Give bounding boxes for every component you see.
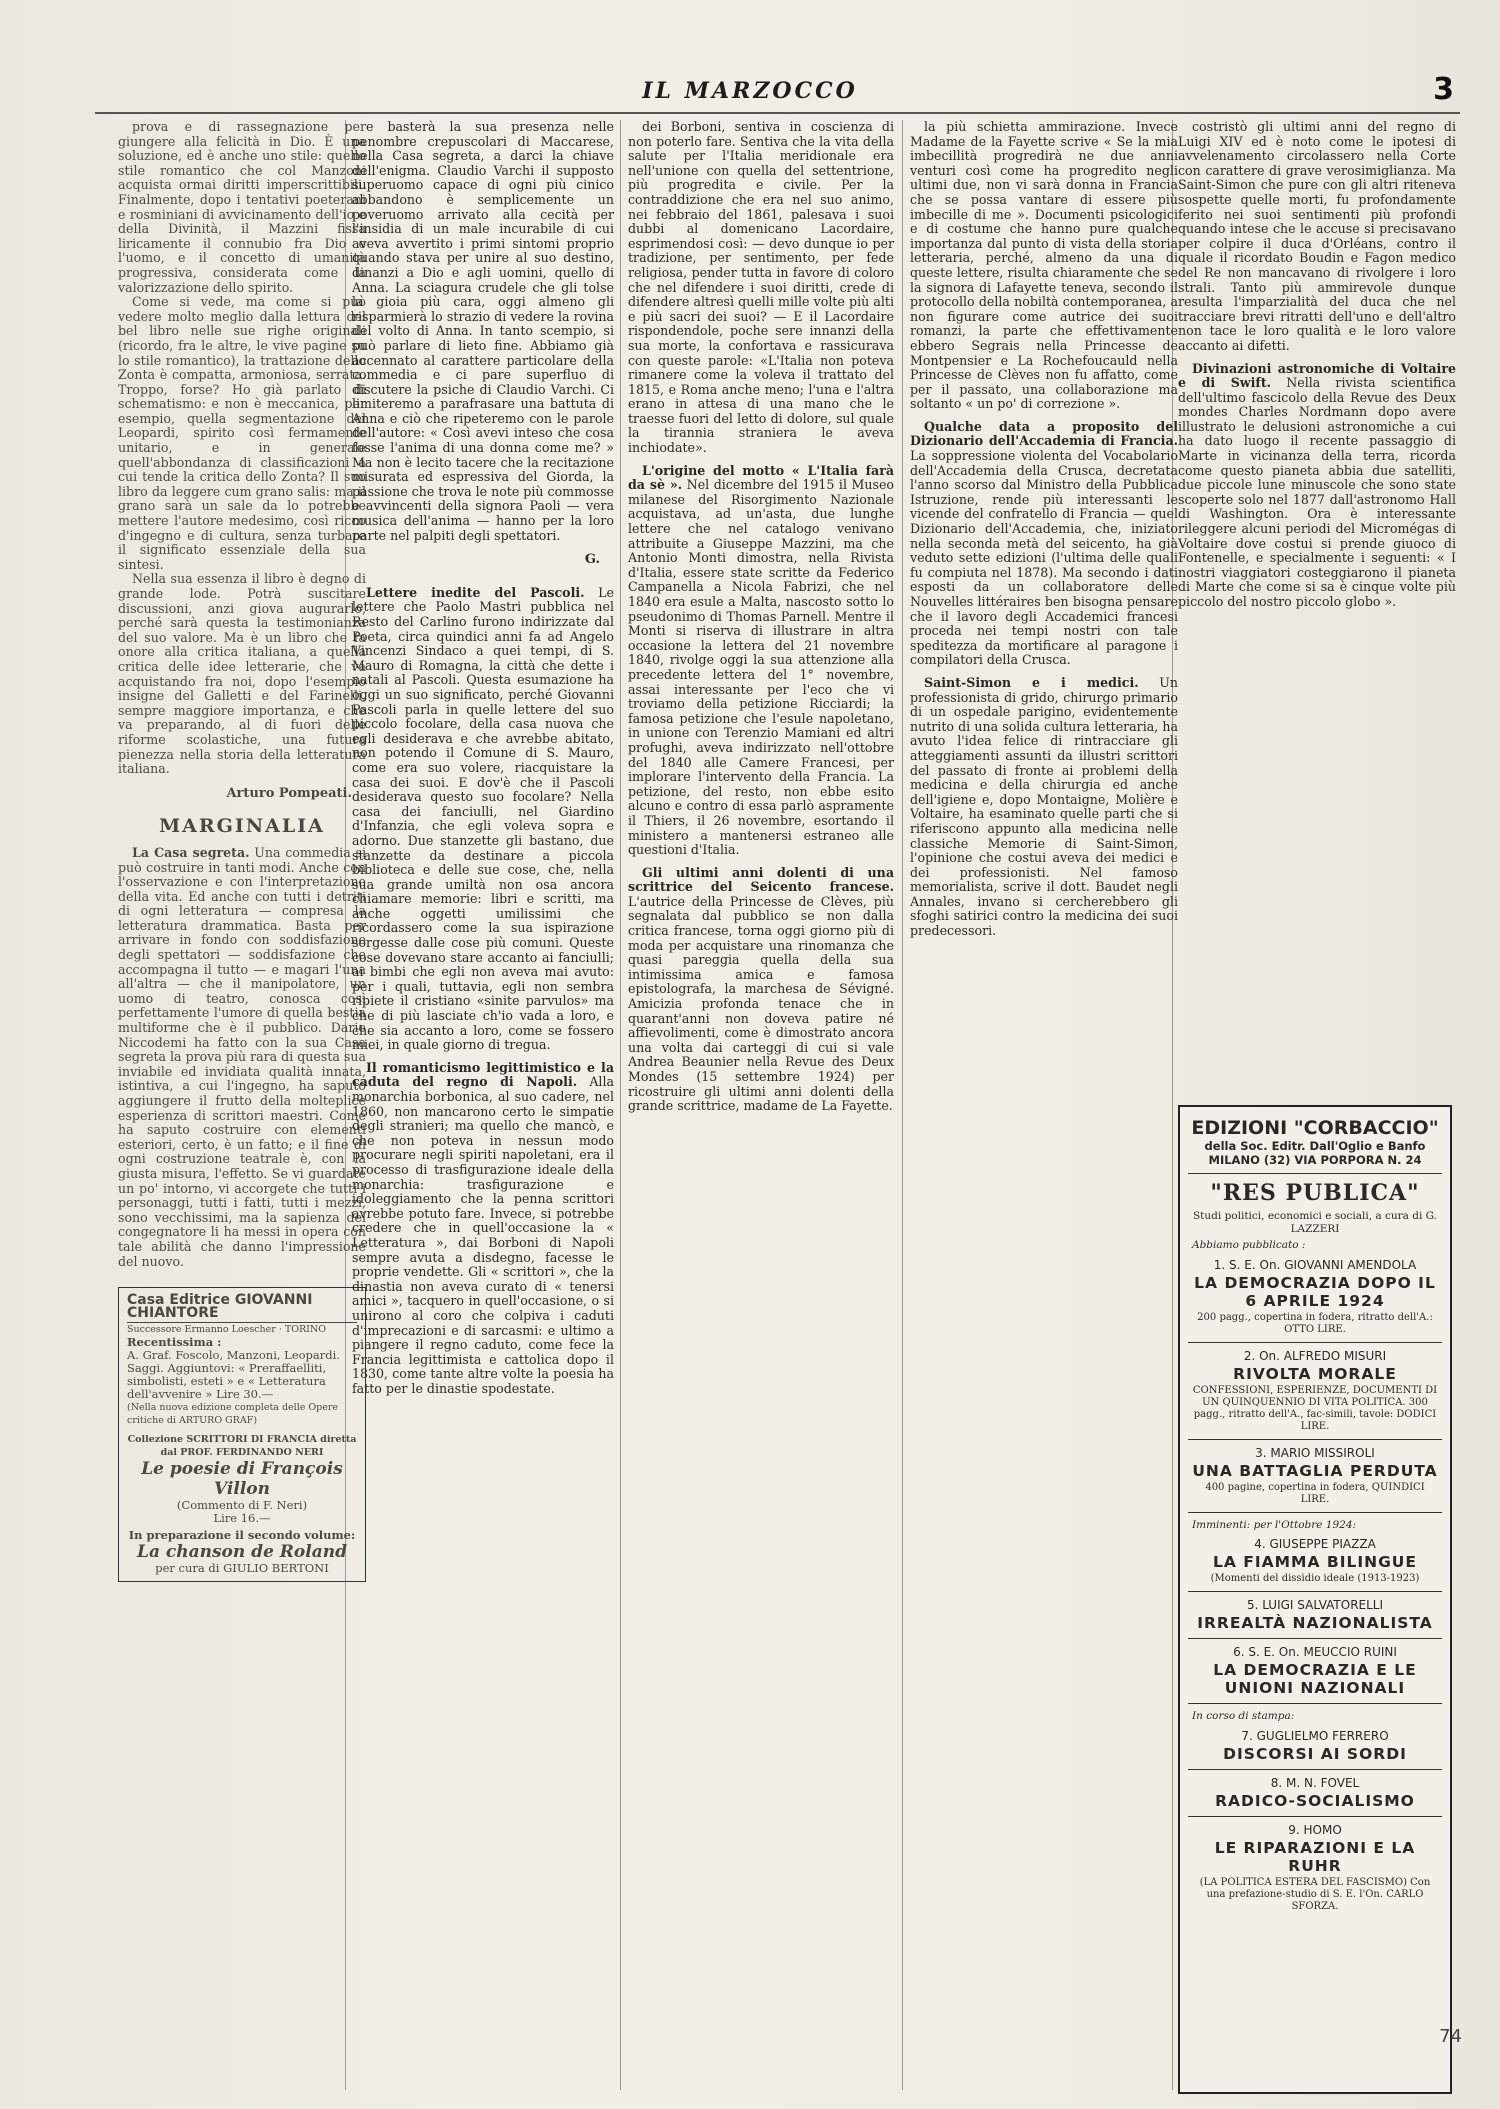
book-author: 8. M. N. FOVEL (1270, 1775, 1360, 1790)
book-author: 1. S. E. On. GIOVANNI AMENDOLA (1213, 1257, 1417, 1272)
ad-coming-author: per cura di GIULIO BERTONI (155, 1561, 329, 1576)
marginalia-text: Un professionista di grido, chirurgo primario di un ospedale parigino, evidentemente nutrito di una solida cultura letteraria, ha avuto l'idea felice di rintracciare gli atteggiamenti assunti da illustri scrittori del passato di fronte ai problemi della medicina e della chirurgia ed anche dell'igiene e, dopo Montaigne, Molière e Voltaire, ha esaminato quelle parti che si riferiscono appunto alla medicina nelle classiche Memorie di Saint-Simon, l'opinione che costui aveva dei medici e dei professionisti. Nel famoso memorialista, scrive il dott. Baudet negli Annales, invano si cercherebbero gli sfoghi satirici contro la medicina dei suoi predecessori. (910, 674, 1178, 939)
marginalia-text: L'autrice della Princesse de Clèves, più segnalata dal pubblico se non dalla critica francese, torna oggi giorno più di moda per acquistare una rinomanza che quasi pareggia quella della sua intimissima amica e famosa epistolografa, la marchesa de Sévigné. Amicizia profonda tenace che in quarant'anni non doveva patire né affievolimenti, come è dimostrato ancora una volta dai carteggi di cui si vale Andrea Beaunier nella Revue des Deux Mondes (15 settembre 1924) per ricostruire gli ultimi anni dolenti della grande scrittrice, madame de La Fayette. (628, 893, 894, 1114)
ad-divider (1188, 1769, 1442, 1770)
ad-divider (1188, 1173, 1442, 1174)
marginalia-item (910, 676, 1178, 939)
article-paragraph: prova e di rassegnazione per giungere alla felicità in Dio. È una soluzione, ed è anche uno stile: quello stile romantico che col Manzoni acquista ormai diritti imperscrittibili. Finalmente, dopo i tentativi poeterani e rosminiani di avvicinamento dell'io e della Divinità, il Mazzini fissa liricamente il connubio fra Dio e l'uomo, e il concetto di umanità progressiva, considerata come la valorizzazione dello spirito. (118, 120, 366, 295)
ad-divider (1188, 1703, 1442, 1704)
book-author: 2. On. ALFREDO MISURI (1243, 1348, 1387, 1363)
book-author: 3. MARIO MISSIROLI (1255, 1445, 1375, 1460)
marginalia-item (352, 586, 614, 1053)
marginalia-text: Le lettere che Paolo Mastri pubblica nel Resto del Carlino furono indirizzate dal Poeta, circa quindici anni fa ad Angelo Vincenzi Sindaco a quei tempi, di S. Mauro di Romagna, la città che dette i natali al Pascoli. Questa esumazione ha oggi un suo significato, perché Giovanni Pascoli parla in quelle lettere del suo piccolo focolare, della casa nuova che egli desiderava e che avrebbe abitato, non potendo il Comune di S. Mauro, come era suo volere, riacquistare la casa dei suoi. E dov'è che il Pascoli desiderava questo suo focolare? Nella casa dei fanciulli, nel Giardino d'Infanzia, che egli voleva sopra e adorno. Due stanzette gli bastano, due stanzette da destinare a piccola biblioteca e delle sue cose, che, nella sua grande umiltà non osa ancora chiamare memorie: libri e scritti, ma anche oggetti umilissimi che ricordassero come la sua ispirazione sorgesse dalle cose più comuni. Queste cose dovevano stare accanto ai fanciulli; ai bimbi che egli non aveva mai avuto: per i quali, tuttavia, egli non sembra ripiete il cristiano «sinite parvulos» ma che di più lasciate ch'io vada a loro, e che sia accanto a loro, come se fossero miei, in quale giorno di tregua. (352, 584, 614, 1053)
article-paragraph: dei Borboni, sentiva in coscienza di non poterlo fare. Sentiva che la vita della salute per l'Italia meridionale era nell'unione con quella del settentrione, più progredita e civile. Per la contraddizione che era nel suo animo, nei febbraio del 1861, palesava i suoi dubbi al domenicano Lacordaire, esprimendosi così: — devo dunque io per tradizione, per sentimento, per fede religiosa, pender tutta in favore di coloro che nel difendere i suoi diritti, crede di difendere altresì quelli mille volte più alti e più sacri dei suoi? — E il Lacordaire rispondendole, poche sere innanzi della sua morte, la confortava e rassicurava con queste parole: «L'Italia non poteva rimanere come la voleva il trattato del 1815, e Roma anche meno; l'una e l'altra erano in attesa di una mano che le traesse fuori del letto di dolore, sul quale la tirannia straniera le aveva inchiodate». (628, 120, 894, 456)
ad-coming-title: La chanson de Roland (137, 1542, 347, 1563)
ad-book-title: Le poesie di François Villon (141, 1459, 343, 1500)
book-author: 6. S. E. On. MEUCCIO RUINI (1233, 1645, 1397, 1659)
marginalia-item (910, 420, 1178, 668)
marginalia-item (352, 1061, 614, 1397)
series-description: Studi politici, economici e sociali, a cura di G. LAZZERI (1192, 1210, 1437, 1235)
book-title: LA FIAMMA BILINGUE (1213, 1553, 1417, 1571)
in-press-label: In corso di stampa: (1192, 1710, 1295, 1722)
book-note: (LA POLITICA ESTERA DEL FASCISMO) Con una prefazione-studio di S. E. l'On. CARLO SFORZA. (1199, 1876, 1431, 1912)
column-2 (352, 120, 614, 2080)
marginalia-heading: Qualche data a proposito del Dizionario dell'Accademia di Francia. (910, 418, 1178, 449)
article-paragraph: costristò gli ultimi anni del regno di Luigi XIV ed è noto come le ipotesi di avvelenamento circolassero nella Corte con carattere di grave verosimiglianza. Ma Saint-Simon che pure con gli altri riteneva sospette quelle morti, fu profondamente ferito nei suoi sentimenti più profondi quando intese che le accuse si precisavano per colpire il duca d'Orléans, contro il quale il ricordato Boudin e Fagon medico del Re non mancavano di rivolgere i loro strali. Tanto più ammirevole dunque resulta l'imparzialità del duca che nel tracciare brevi ritratti dell'uno e dell'altro non tace le loro qualità e le loro valore accanto ai difetti. (1178, 120, 1456, 353)
marginalia-item (118, 846, 366, 1269)
ad-divider (1188, 1342, 1442, 1343)
ad-book-price: Lire 16.— (213, 1511, 271, 1526)
author-signature: Arturo Pompeati. (226, 785, 352, 801)
marginalia-item (628, 866, 894, 1114)
ad-recent-note: (Nella nuova edizione completa delle Opere critiche di ARTURO GRAF) (127, 1402, 339, 1427)
marginalia-text: Una commedia si può costruire in tanti modi. Anche con l'osservazione e con l'interpretazione della vita. Ed anche con tutti i detriti di ogni letteratura — compresa la letteratura drammatica. Basta per arrivare in fondo con soddisfazione degli spettatori — soddisfazione che accompagna il tutto — e magari l'una all'altra — che il manipolatore, un uomo di teatro, conosca così perfettamente l'umore di quella bestia multiforme che è il pubblico. Dario Niccodemi ha fatto con la sua Casa segreta la prova più rara di questa sua inviabile ed invidiata qualità innata, istintiva, a cui l'ingegno, ha saputo aggiungere il frutto della molteplice esperienza di scrittori maestri. Come ha saputo costruire con elementi esteriori, certo, è un fatto; e il fine di ogni costruzione teatrale è, con la giusta misura, l'effetto. Se vi guardate un po' intorno, vi accorgete che tutti i personaggi, tutti i fatti, tutti i mezzi, sono vecchissimi, ma la sapienza del congegnatore li ha messi in opera con tale abilità che danno l'impressione del nuovo. (118, 844, 366, 1269)
series-title: "RES PUBLICA" (1210, 1180, 1420, 1206)
corbaccio-advertisement (1178, 1105, 1452, 2094)
marginalia-heading: Lettere inedite del Pascoli. (366, 584, 585, 600)
newspaper-title: IL MARZOCCO (642, 78, 858, 104)
marginalia-text: Nel dicembre del 1915 il Museo milanese del Risorgimento Nazionale acquistava, ad un'asta, due lunghe lettere che nel catalogo venivano attribuite a Giuseppe Mazzini, ma che Antonio Monti dimostra, nella Rivista d'Italia, essere state scritte da Federico Campanella a Nicola Fabrizi, che nel 1840 era esule a Malta, nascosto sotto lo pseudonimo di Thomas Parnell. Mentre il Monti si riserva di illustrare in altra occasione la lettera del 21 novembre 1840, rivolge oggi la sua attenzione alla precedente lettera del 1° novembre, assai interessante per l'eco che vi troviamo della petizione Ricciardi; la famosa petizione che l'esule napoletano, in unione con Terenzio Mamiani ed altri profughi, aveva indirizzato nell'ottobre del 1840 alle Camere Francesi, per implorare l'intervento della Francia. La petizione, del resto, non ebbe esito alcuno e contro di essa parlò aspramente il Thiers, il 26 novembre, esortando il ministero a mantenersi estraneo alle questioni d'Italia. (628, 477, 894, 858)
column-5 (1178, 120, 1456, 1095)
ad-divider (1188, 1439, 1442, 1440)
book-title: LA DEMOCRAZIA DOPO IL 6 APRILE 1924 (1194, 1273, 1436, 1310)
book-title: LE RIPARAZIONI E LA RUHR (1214, 1838, 1416, 1875)
marginalia-heading: Saint-Simon e i medici. (924, 674, 1139, 690)
marginalia-heading: Il romanticismo legittimistico e la caduta del regno di Napoli. (352, 1059, 614, 1090)
published-label: Abbiamo pubblicato : (1192, 1239, 1306, 1251)
ad-book-comment: (Commento di F. Neri) (176, 1498, 308, 1513)
ad-publisher-sub: Successore Ermanno Loescher · TORINO (127, 1324, 326, 1336)
book-title: UNA BATTAGLIA PERDUTA (1192, 1461, 1438, 1480)
book-note: (Momenti del dissidio ideale (1913-1923) (1210, 1573, 1420, 1584)
book-title: RIVOLTA MORALE (1233, 1364, 1397, 1383)
article-paragraph: la più schietta ammirazione. Invece Madame de la Fayette scrive « Se la mia imbecillità progredirà ne due anni venturi così come ha progredito negli ultimi due, non vi sarà donna in Francia che se possa vantare di essere più imbecille di me ». Documenti psicologici e di costume che hanno pure qualche importanza dal punto di vista della storia letteraria, perché, almeno da una di queste lettere, risulta chiaramente che se la signora di Lafayette teneva, secondo il protocollo della nobiltà contemporanea, a non figurare come autrice dei suoi romanzi, la parte che effettivamente ebbero Segrais nella Princesse de Montpensier e La Rochefoucauld nella Princesse de Clèves non fu affatto, come per il passato, una collaborazione ma soltanto « un po' di correzione ». (910, 120, 1178, 412)
ad-coming-label: In preparazione il secondo volume: (128, 1528, 356, 1543)
handwritten-folio: 74 (1439, 2026, 1462, 2047)
book-author: 5. LUIGI SALVATORELLI (1246, 1598, 1384, 1612)
column-3 (628, 120, 894, 2080)
column-4 (910, 120, 1178, 2080)
marginalia-heading: Gli ultimi anni dolenti di una scrittrice del Seicento francese. (628, 864, 894, 895)
book-title: RADICO-SOCIALISMO (1215, 1791, 1415, 1810)
marginalia-text: La soppressione violenta del Vocabolario dell'Accademia della Crusca, decretata l'anno scorso dal Ministro della Pubblica Istruzione, rende più interessanti le vicende del confratello di Francia — quel Dizionario dell'Accademia, che, iniziato nella seconda metà del seicento, ha già veduto sette edizioni (l'ultima delle quali fu compiuta nel 1878). Ma secondo i dati esposti da un collaboratore delle Nouvelles littéraires ben bisogna pensare che il lavoro degli Accademici francesi proceda nei tempi nostri con tale speditezza da mortificare al paragone i compilatori della Crusca. (910, 448, 1178, 668)
book-title: IRREALTÀ NAZIONALISTA (1197, 1614, 1433, 1632)
book-note: CONFESSIONI, ESPERIENZE, DOCUMENTI DI UN QUINQUENNIO DI VITA POLITICA. 300 pagg., ritratto dell'A., fac-simili, tavole: DODICI LIRE. (1192, 1384, 1438, 1432)
book-note: 200 pagg., copertina in fodera, ritratto dell'A.: OTTO LIRE. (1197, 1311, 1433, 1335)
column-divider (620, 120, 621, 2090)
marginalia-text: Nella rivista scientifica dell'ultimo fascicolo della Revue des Deux mondes Charles Nordmann dopo avere illustrato le delusioni astronomiche a cui ha dato luogo il recente passaggio di Marte in vicinanza della terra, ricorda come questo pianeta abbia due satelliti, due piccole lune minuscole che sono state scoperte solo nel 1877 dall'astronomo Hall di Washington. Ora è interessante rileggere alcuni periodi del Micromégas di Voltaire dove costui si prende giuoco di Fontenelle, e specialmente i seguenti: « I nostri viaggiatori costeggiarono il pianeta di Marte che come si sa è cinque volte più piccolo del nostro piccolo globo ». (1178, 375, 1456, 609)
marginalia-heading: La Casa segreta. (132, 844, 250, 860)
ad-publisher-sub: della Soc. Editr. Dall'Oglio e Banfo (1204, 1139, 1426, 1153)
marginalia-text: Alla monarchia borbonica, al suo cadere, nel 1860, non mancarono certo le simpatie degli stranieri; ma quello che mancò, e che non poteva in nessun modo procurare negli spiriti napoletani, era il processo di trasfigurazione ideale della monarchia: trasfigurazione e idoleggiamento che la penna scrittori avrebbe potuto fare. Invece, si potrebbe credere che in quell'occasione la « Letteratura », dai Borboni di Napoli sempre avuta a disdegno, facesse le proprie vendette. Gli « scrittori », che la dinastia non aveva curato di « tenersi amici », tacquero in quell'occasione, o si unirono al coro che colpiva i caduti d'imprecazioni e di sarcasmi: e ultimo a piangere il regno caduto, come fece la Francia legittimista e cattolica dopo il 1830, come tante altre volte la poesia ha fatto per le dinastie spodestate. (352, 1074, 614, 1396)
section-title: MARGINALIA (159, 815, 325, 838)
marginalia-item (628, 464, 894, 858)
ad-address: MILANO (32) VIA PORPORA N. 24 (1208, 1153, 1422, 1167)
ad-divider (1188, 1816, 1442, 1817)
article-paragraph: Nella sua essenza il libro è degno di grande lode. Potrà suscitare discussioni, anzi giova augurarlo, perché sarà questa la testimonianza del suo valore. Ma è un libro che fa onore alla critica italiana, a quella critica delle idee letterarie, che va acquistando fra noi, dopo l'esempio insigne del Galletti e del Farinelli, sempre maggiore importanza, e che va preparando, al di fuori delle riforme scolastiche, una futura pienezza nella storia della letteratura italiana. (118, 571, 366, 777)
ad-collection: Collezione SCRITTORI DI FRANCIA diretta dal PROF. FERDINANDO NERI (127, 1434, 357, 1459)
book-author: 7. GUGLIELMO FERRERO (1241, 1728, 1389, 1743)
column-divider (902, 120, 903, 2090)
marginalia-item (1178, 362, 1456, 610)
book-title: LA DEMOCRAZIA E LE UNIONI NAZIONALI (1213, 1661, 1417, 1697)
ad-divider (1188, 1512, 1442, 1513)
book-author: 9. HOMO (1288, 1822, 1342, 1837)
chiantore-advertisement (118, 1287, 366, 1582)
forthcoming-label: Imminenti: per l'Ottobre 1924: (1192, 1518, 1357, 1531)
book-author: 4. GIUSEPPE PIAZZA (1254, 1537, 1376, 1551)
page-number: 3 (1433, 72, 1454, 107)
marginalia-heading: Divinazioni astronomiche di Voltaire e di Swift. (1178, 360, 1456, 391)
book-title: DISCORSI AI SORDI (1223, 1744, 1407, 1763)
author-signature: G. (584, 552, 600, 568)
ad-recent-label: Recentissima : (127, 1335, 222, 1350)
ad-divider (1188, 1638, 1442, 1639)
column-1 (118, 120, 366, 2080)
header-rule (95, 112, 1460, 114)
article-paragraph: e basterà la sua presenza nelle penombre crepuscolari di Maccarese, nella Casa segreta, a darci la chiave dell'enigma. Claudio Varchi il supposto superuomo capace di ogni più cinico abbandono è semplicemente un poveruomo arrivato alla cecità per l'insidia di un male incurabile di cui aveva avvertito i primi sintomi proprio quando stava per unire al suo destino, dinanzi a Dio e agli uomini, quello di Anna. La sciagura crudele che gli tolse la gioia più cara, oggi almeno gli risparmierà lo strazio di vedere la rovina del volto di Anna. In tanto scempio, si può parlare di lieto fine. Abbiamo già accennato al carattere particolare della commedia e ci pare superfluo di discutere la psiche di Claudio Varchi. Ci limiteremo a parafrasare una battuta di Anna e ciò che ripeteremo con le parole dell'autore: « Così avevi inteso che cosa fosse l'anima di una donna come me? » Ma non è lecito tacere che la recitazione misurata ed espressiva del Giorda, la passione che trova le note più commosse e avvincenti della signora Paoli — vera musica dell'anima — hanno per la loro parte nel palpiti degli spettatori. (352, 120, 614, 543)
book-note: 400 pagine, copertina in fodera, QUINDICI LIRE. (1205, 1481, 1425, 1505)
ad-publisher: Casa Editrice GIOVANNI CHIANTORE (127, 1294, 357, 1323)
masthead (0, 70, 1500, 110)
ad-divider (1188, 1591, 1442, 1592)
ad-publisher: EDIZIONI "CORBACCIO" (1191, 1117, 1439, 1139)
article-paragraph: Come si vede, ma come si può vedere molto meglio dalla lettura del bel libro nelle sue righe originali (ricordo, fra le altre, le vive pagine su lo stile romantico), la trattazione dello Zonta è compatta, armoniosa, serrata. Troppo, forse? Ho già parlato di schematismo: e non è meccanica, per esempio, quella segmentazione del Leopardi, spirito così fermamente unitario, e in generale quell'abbondanza di classificazioni a cui tende la critica dello Zonta? Il suo libro da leggere cum grano salis: ma il grano sarà un sale da lo potrebbe mettere l'autore medesimo, così ricco d'ingegno e di cultura, senza turbare il significato essenziale della sua sintesi. (118, 294, 366, 572)
marginalia-heading: L'origine del motto « L'Italia farà da sè ». (628, 462, 894, 493)
ad-recent-text: A. Graf. Foscolo, Manzoni, Leopardi. Saggi. Aggiuntovi: « Preraffaelliti, simbolisti, esteti » e « Letteratura dell'avvenire » Lire 30.— (127, 1348, 340, 1402)
